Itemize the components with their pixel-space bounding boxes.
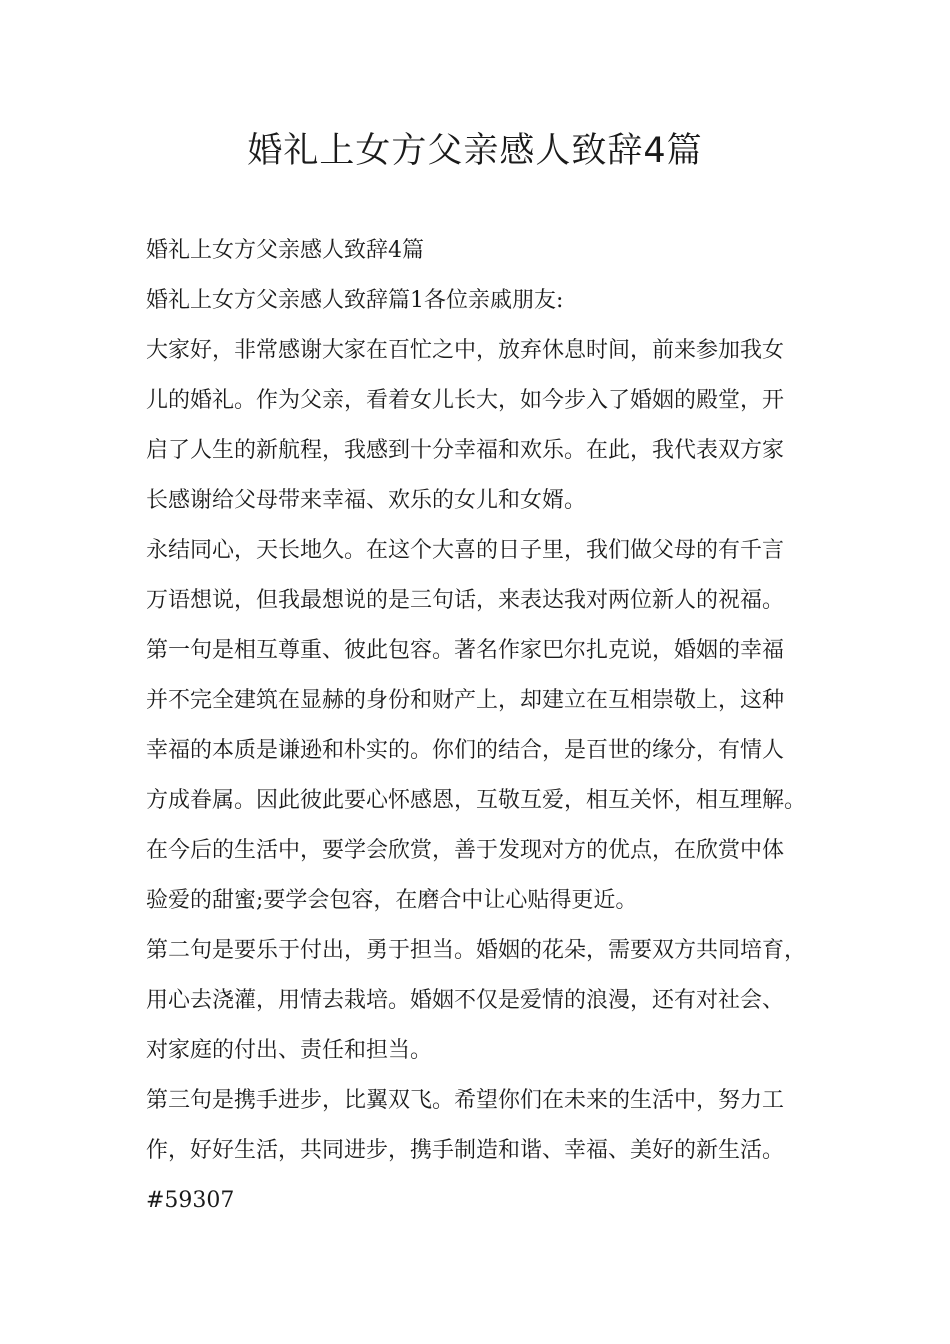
text-line: 第二句是要乐于付出，勇于担当。婚姻的花朵，需要双方共同培育， <box>146 938 807 963</box>
text-line: 方成眷属。因此彼此要心怀感恩，互敬互爱，相互关怀，相互理解。 <box>146 788 807 813</box>
document-id: #59307 <box>146 1188 235 1213</box>
text-line: 万语想说，但我最想说的是三句话，来表达我对两位新人的祝福。 <box>146 588 785 613</box>
text-line: 婚礼上女方父亲感人致辞篇1各位亲戚朋友: <box>146 288 564 313</box>
text-line: 儿的婚礼。作为父亲，看着女儿长大，如今步入了婚姻的殿堂，开 <box>146 388 785 413</box>
text-line: 在今后的生活中，要学会欣赏，善于发现对方的优点，在欣赏中体 <box>146 838 785 863</box>
text-line: 并不完全建筑在显赫的身份和财产上，却建立在互相崇敬上，这种 <box>146 688 785 713</box>
text-line: 第三句是携手进步，比翼双飞。希望你们在未来的生活中，努力工 <box>146 1088 785 1113</box>
document-title: 婚礼上女方父亲感人致辞4篇 <box>247 131 703 171</box>
text-line: 验爱的甜蜜;要学会包容，在磨合中让心贴得更近。 <box>146 888 638 913</box>
document-body <box>146 226 836 1226</box>
text-line: 作，好好生活，共同进步，携手制造和谐、幸福、美好的新生活。 <box>146 1138 785 1163</box>
text-line: 幸福的本质是谦逊和朴实的。你们的结合，是百世的缘分，有情人 <box>146 738 785 763</box>
text-line: 第一句是相互尊重、彼此包容。著名作家巴尔扎克说，婚姻的幸福 <box>146 638 785 663</box>
text-line: 对家庭的付出、责任和担当。 <box>146 1038 433 1063</box>
text-line: 永结同心，天长地久。在这个大喜的日子里，我们做父母的有千言 <box>146 538 785 563</box>
text-line: 用心去浇灌，用情去栽培。婚姻不仅是爱情的浪漫，还有对社会、 <box>146 988 785 1013</box>
text-line: 长感谢给父母带来幸福、欢乐的女儿和女婿。 <box>146 488 587 513</box>
text-line: 启了人生的新航程，我感到十分幸福和欢乐。在此，我代表双方家 <box>146 438 785 463</box>
text-line: 大家好，非常感谢大家在百忙之中，放弃休息时间，前来参加我女 <box>146 338 785 363</box>
text-line: 婚礼上女方父亲感人致辞4篇 <box>146 238 424 263</box>
